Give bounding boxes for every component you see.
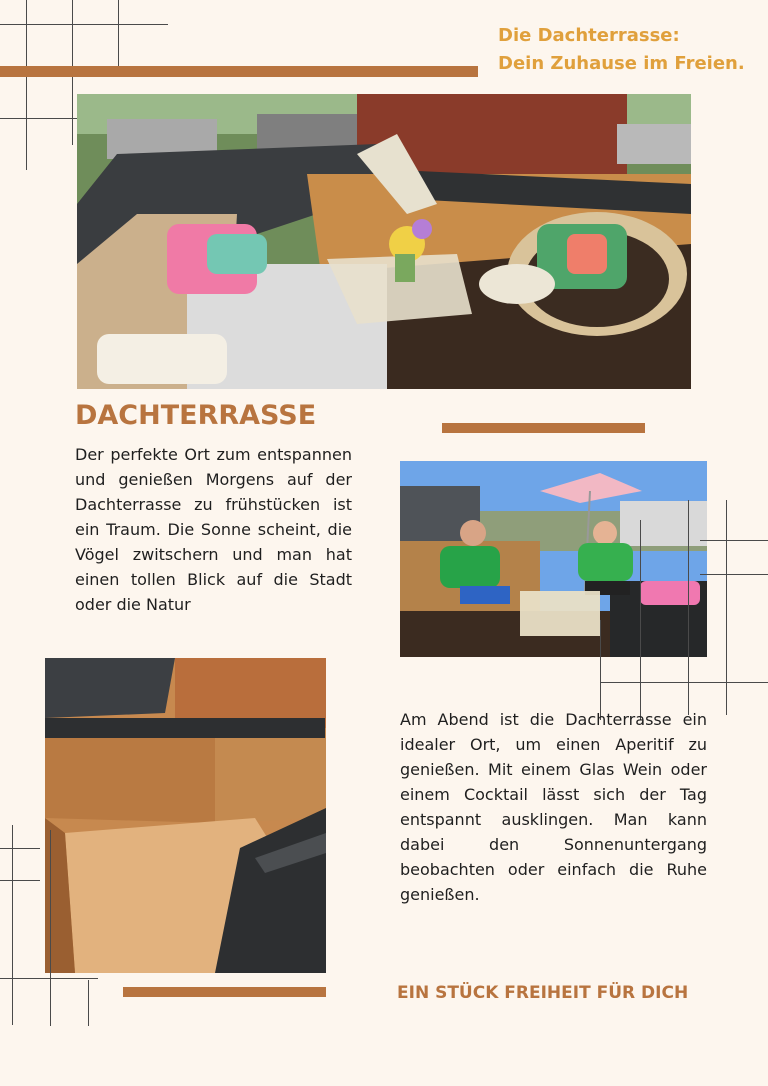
people-on-terrace-photo <box>400 461 707 657</box>
paragraph-morning: Der perfekte Ort zum entspannen und genießen Morgens auf der Dachterrasse zu frühstücken ist ein Traum. Die Sonne scheint, die Vögel zwitschern und man hat einen tollen Blick auf die Stadt oder die Natur <box>75 445 352 614</box>
bottom-accent-bar <box>123 987 326 997</box>
paragraph-evening: Am Abend ist die Dachterrasse ein idealer Ort, um einen Aperitif zu genießen. Mit einem Glas Wein oder einem Cocktail lässt sich der Tag entspannt ausklingen. Man kann dabei den Sonnenuntergang beobachten oder einfach die Ruhe genießen. <box>400 710 707 904</box>
wooden-deck-photo <box>45 658 326 973</box>
subtitle-line-1: Die Dachterrasse: <box>498 25 680 46</box>
heading-accent-bar <box>442 423 645 433</box>
rooftop-terrace-photo <box>77 94 691 389</box>
top-accent-bar <box>0 66 478 77</box>
subtitle-line-2: Dein Zuhause im Freien. <box>498 53 745 74</box>
page-subtitle <box>498 22 763 78</box>
section-heading: DACHTERRASSE <box>75 400 317 431</box>
footer-tagline: EIN STÜCK FREIHEIT FÜR DICH <box>397 983 689 1003</box>
